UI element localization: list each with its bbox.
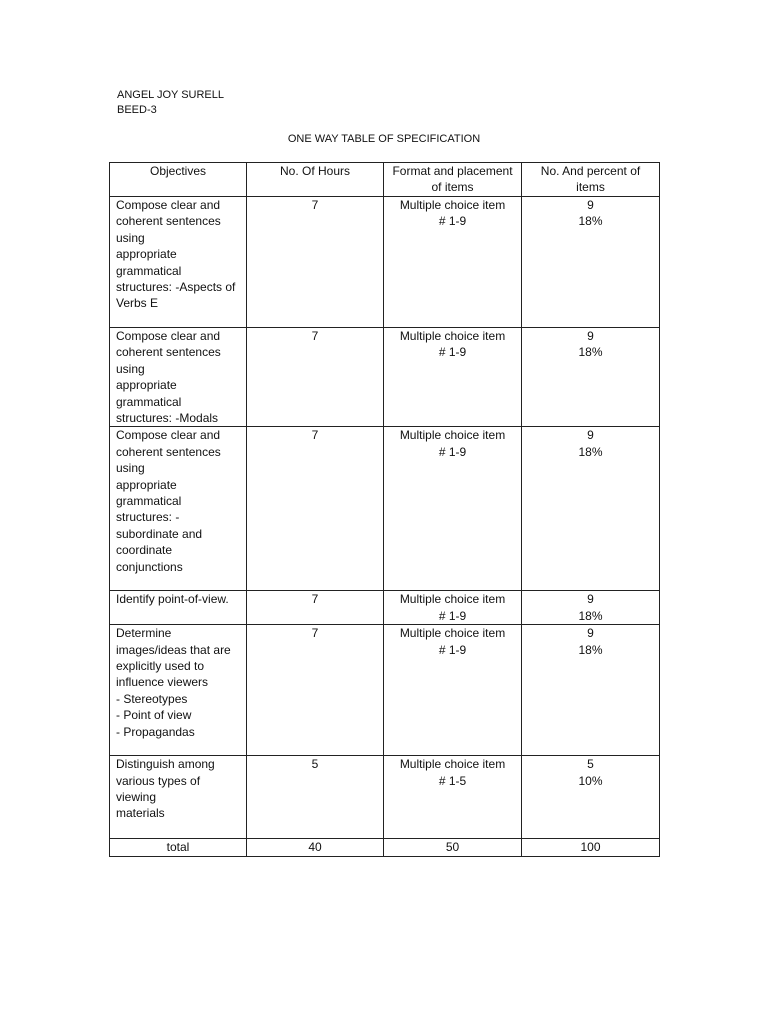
table-row	[110, 328, 660, 427]
format-cell: Multiple choice item # 1-9	[384, 427, 522, 591]
objective-cell: Compose clear and coherent sentences using appropriate grammatical structures: -subordinate and coordinate conjunctions	[110, 427, 247, 591]
hours-cell: 7	[247, 197, 384, 328]
document-header	[117, 88, 224, 118]
table-row	[110, 427, 660, 591]
items-cell: 9 18%	[522, 591, 660, 625]
total-row	[110, 839, 660, 856]
objective-cell: Compose clear and coherent sentences using appropriate grammatical structures: -Modals	[110, 328, 247, 427]
total-label: total	[110, 839, 247, 856]
hours-cell: 7	[247, 328, 384, 427]
table-row	[110, 591, 660, 625]
objective-cell: Compose clear and coherent sentences using appropriate grammatical structures: -Aspects of Verbs E	[110, 197, 247, 328]
hours-cell: 7	[247, 625, 384, 756]
hours-cell: 5	[247, 756, 384, 839]
total-hours: 40	[247, 839, 384, 856]
objective-cell: Identify point-of-view.	[110, 591, 247, 625]
header-hours: No. Of Hours	[247, 163, 384, 197]
items-cell: 9 18%	[522, 328, 660, 427]
format-cell: Multiple choice item # 1-9	[384, 591, 522, 625]
table-row	[110, 197, 660, 328]
table-header-row	[110, 163, 660, 197]
hours-cell: 7	[247, 427, 384, 591]
header-items: No. And percent of items	[522, 163, 660, 197]
class-section: BEED-3	[117, 104, 157, 116]
header-objectives: Objectives	[110, 163, 247, 197]
objective-cell: Determine images/ideas that are explicitly used to influence viewers - Stereotypes - Point of view - Propagandas	[110, 625, 247, 756]
total-items: 100	[522, 839, 660, 856]
specification-table	[109, 162, 660, 857]
items-cell: 5 10%	[522, 756, 660, 839]
format-cell: Multiple choice item # 1-9	[384, 197, 522, 328]
format-cell: Multiple choice item # 1-9	[384, 625, 522, 756]
header-format: Format and placement of items	[384, 163, 522, 197]
items-cell: 9 18%	[522, 625, 660, 756]
table-row	[110, 756, 660, 839]
format-cell: Multiple choice item # 1-5	[384, 756, 522, 839]
document-title: ONE WAY TABLE OF SPECIFICATION	[287, 133, 481, 145]
items-cell: 9 18%	[522, 427, 660, 591]
hours-cell: 7	[247, 591, 384, 625]
table-row	[110, 625, 660, 756]
format-cell: Multiple choice item # 1-9	[384, 328, 522, 427]
items-cell: 9 18%	[522, 197, 660, 328]
total-format: 50	[384, 839, 522, 856]
author-name: ANGEL JOY SURELL	[117, 89, 224, 101]
objective-cell: Distinguish among various types of viewing materials	[110, 756, 247, 839]
